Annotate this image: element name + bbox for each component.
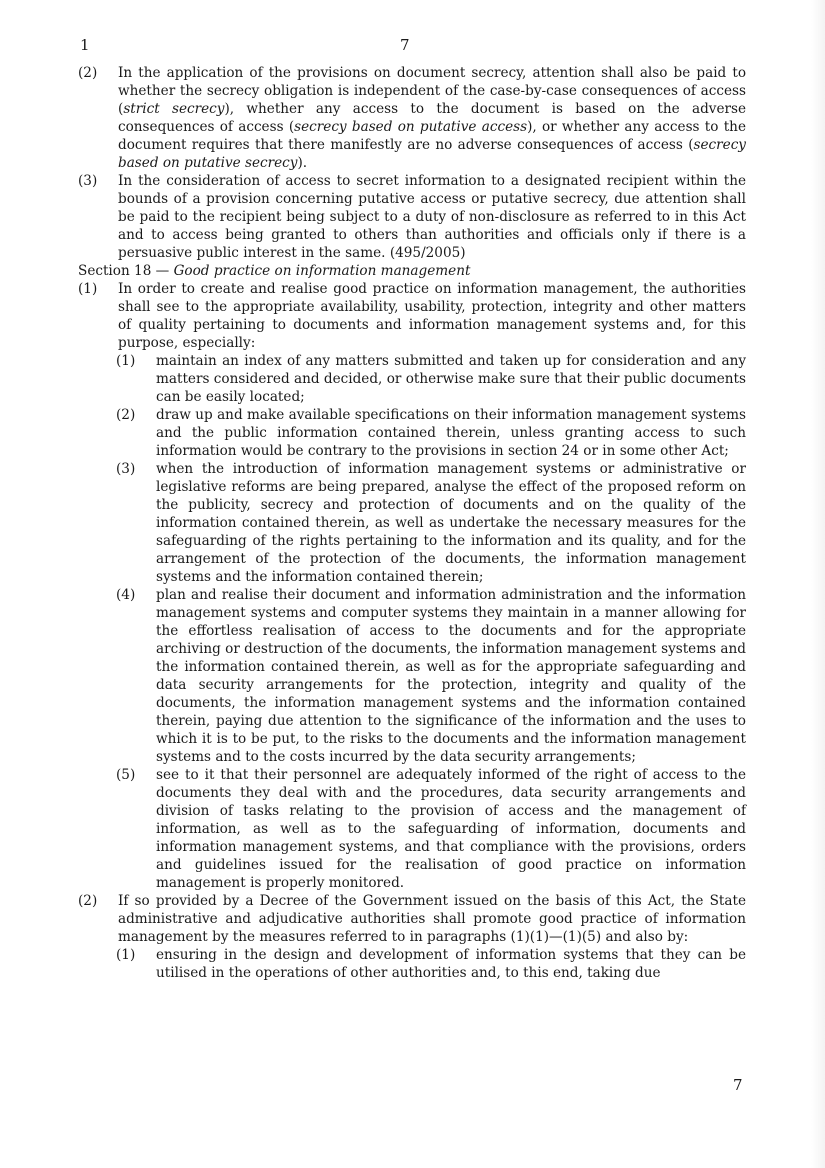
paragraph-number: (1) — [78, 281, 98, 297]
subsection-1 — [78, 280, 746, 352]
paragraph-text: If so provided by a Decree of the Government issued on the basis of this Act, the State administrative and adjudicative authorities shall promote good practice of information management by the measures referred to in paragraphs (1)(1)—(1)(5) and also by: — [118, 893, 746, 945]
paragraph-number: (3) — [78, 173, 98, 189]
list-item — [78, 586, 746, 766]
item-number: (4) — [116, 587, 136, 603]
subsection-2 — [78, 892, 746, 946]
item-text: maintain an index of any matters submitted and taken up for consideration and any matters considered and decided, or otherwise make sure that their public documents can be easily located; — [156, 353, 746, 405]
section-heading — [78, 262, 746, 280]
header-left-number: 1 — [80, 36, 90, 54]
italic-term: secrecy based on putative secrecy — [118, 137, 746, 171]
list-item — [78, 406, 746, 460]
paragraph-number: (2) — [78, 893, 98, 909]
item-text: when the introduction of information management systems or administrative or legislative reforms are being prepared, analyse the effect of the proposed reform on the publicity, secrecy and protection of documents and on the quality of the information contained therein, as well as undertake the necessary measures for the safeguarding of the rights pertaining to the information and its quality, and for the arrangement of the protection of the documents, the information management systems and the information contained therein; — [156, 461, 746, 585]
item-number: (1) — [116, 947, 136, 963]
document-body — [78, 64, 746, 982]
text-run: ). — [297, 155, 308, 171]
paragraph-3 — [78, 172, 746, 262]
header-page-number: 7 — [400, 36, 410, 54]
footer-page-number: 7 — [733, 1076, 743, 1094]
paragraph-text — [118, 65, 746, 171]
list-item — [78, 352, 746, 406]
section-label: Section 18 — — [78, 263, 174, 279]
paragraph-text: In the consideration of access to secret information to a designated recipient within the bounds of a provision concerning putative access or putative secrecy, due attention shall be paid to the recipient being subject to a duty of non-disclosure as referred to in this Act and to access being granted to others than authorities and officials only if there is a persuasive public interest in the same. (495/2005) — [118, 173, 746, 261]
item-number: (5) — [116, 767, 136, 783]
list-item — [78, 766, 746, 892]
paragraph-number: (2) — [78, 65, 98, 81]
paragraph-text: In order to create and realise good practice on information management, the authorities shall see to the appropriate availability, usability, protection, integrity and other matters of quality pertaining to documents and information management systems and, for this purpose, especially: — [118, 281, 746, 351]
italic-term: strict secrecy — [123, 101, 225, 117]
list-item — [78, 946, 746, 982]
text-run: ), whether any access to the document is based on the adverse consequences of access ( — [118, 101, 747, 135]
item-number: (2) — [116, 407, 136, 423]
item-number: (1) — [116, 353, 136, 369]
item-text: ensuring in the design and development of information systems that they can be utilised in the operations of other authorities and, to this end, taking due — [156, 947, 746, 981]
text-run: ), or whether any access to the document requires that there manifestly are no adverse consequences of access ( — [118, 119, 746, 153]
paragraph-2 — [78, 64, 746, 172]
item-text: see to it that their personnel are adequately informed of the right of access to the documents they deal with and the procedures, data security arrangements and division of tasks relating to the provision of access and the management of information, as well as to the safeguarding of information, documents and information management systems, and that compliance with the provisions, orders and guidelines issued for the realisation of good practice on information management is properly monitored. — [156, 767, 746, 891]
text-run: In the application of the provisions on document secrecy, attention shall also be paid to whether the secrecy obligation is independent of the case-by-case consequences of access ( — [118, 65, 746, 117]
list-item — [78, 460, 746, 586]
item-text: draw up and make available specifications on their information management systems and the public information contained therein, unless granting access to such information would be contrary to the provisions in section 24 or in some other Act; — [156, 407, 746, 459]
section-title: Good practice on information management — [173, 263, 471, 279]
item-number: (3) — [116, 461, 136, 477]
item-text: plan and realise their document and information administration and the information management systems and computer systems they maintain in a manner allowing for the effortless realisation of access to the documents and for the appropriate archiving or destruction of the documents, the information management systems and the information contained therein, as well as for the appropriate safeguarding and data security arrangements for the protection, integrity and quality of the documents, the information management systems and the information contained therein, paying due attention to the significance of the information and the uses to which it is to be put, to the risks to the documents and the information management systems and to the costs incurred by the data security arrangements; — [156, 587, 746, 765]
scan-edge-shadow — [811, 0, 825, 1168]
italic-term: secrecy based on putative access — [294, 119, 528, 135]
